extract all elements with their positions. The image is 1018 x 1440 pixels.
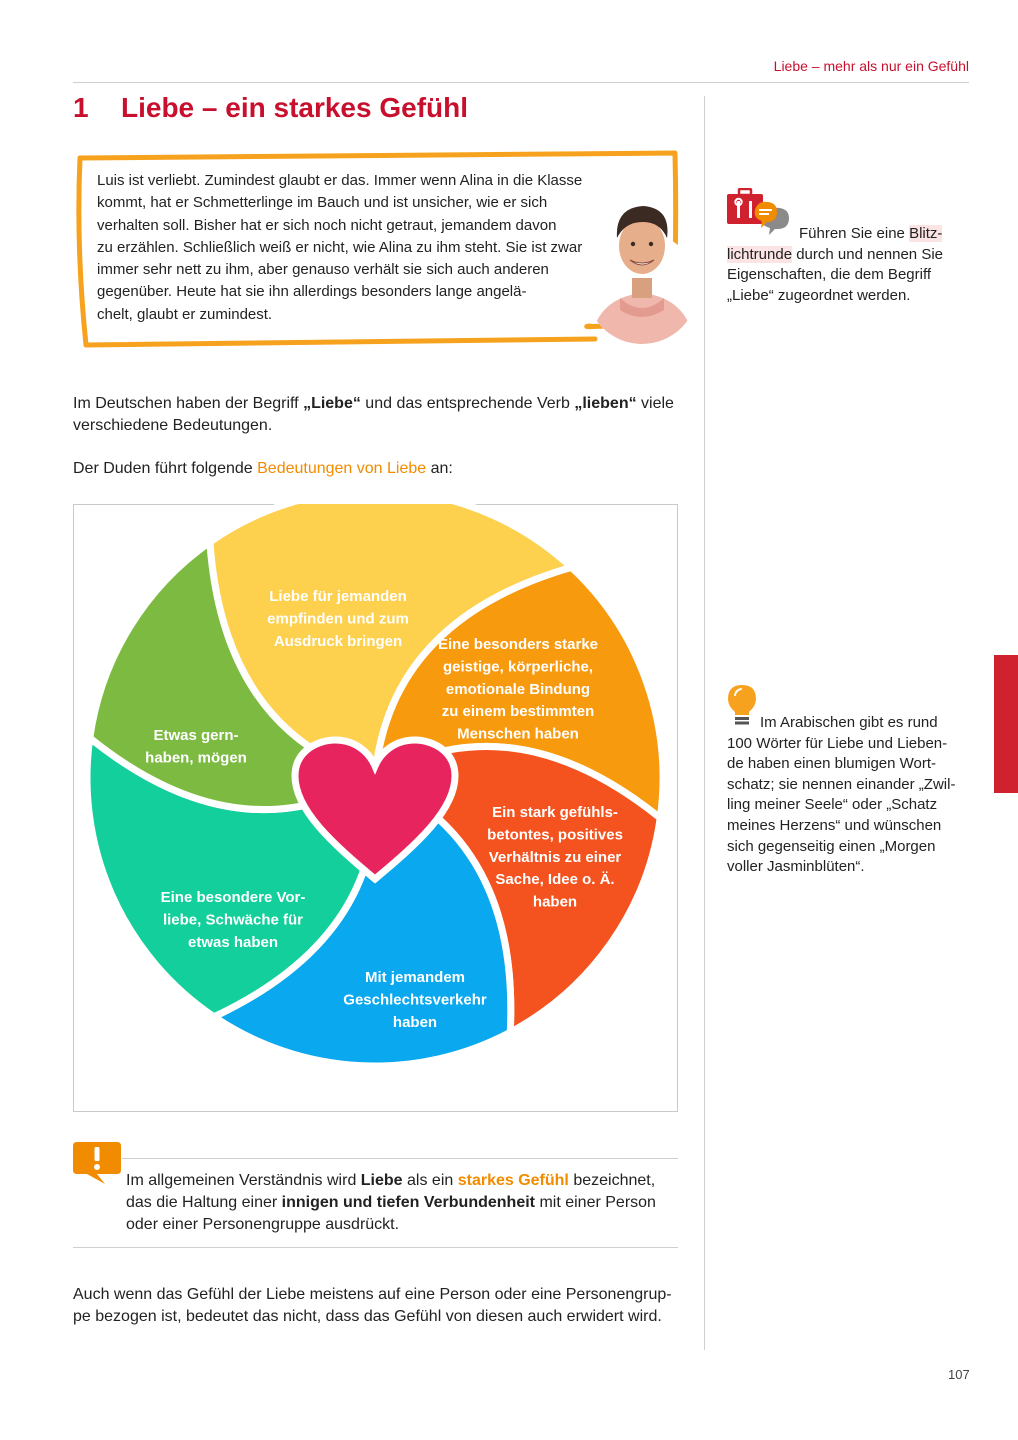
sidebar-task <box>727 224 977 306</box>
info-bold: Liebe <box>360 1172 403 1189</box>
segment-label-line: zu einem bestimmten <box>441 703 595 721</box>
story-text <box>97 170 597 326</box>
segment-label-line: haben <box>392 1013 438 1031</box>
duden-highlight: Bedeutungen von Liebe <box>257 460 427 477</box>
chapter-title <box>73 92 468 124</box>
header-rule <box>73 82 969 83</box>
segment-label-line: empfinden und zum <box>267 610 409 628</box>
segment-label-line: Ausdruck bringen <box>273 632 403 650</box>
info-highlight: starkes Gefühl <box>457 1172 569 1189</box>
segment-label-line: emotionale Bindung <box>445 680 591 698</box>
fact-line: meines Herzens“ und wünschen <box>727 816 942 834</box>
info-text-part: oder einer Personengruppe ausdrückt. <box>126 1216 400 1233</box>
info-text <box>126 1170 686 1236</box>
story-line: verhalten soll. Bisher hat er sich noch nicht getraut, jemandem davon <box>97 216 557 234</box>
fact-line: Im Arabischen gibt es rund <box>760 714 938 731</box>
exclamation-speech-icon <box>73 1140 123 1186</box>
segment-label-line: Mit jemandem <box>364 969 466 986</box>
segment-label-line: Sache, Idee o. Ä. <box>495 871 615 889</box>
segment-label-line: etwas haben <box>187 933 279 951</box>
info-text-part: bezeichnet, <box>568 1172 656 1189</box>
column-divider <box>704 96 705 1350</box>
intro-text: und das entsprechende Verb <box>360 395 575 412</box>
intro-text: verschiedene Bedeutungen. <box>73 417 273 434</box>
duden-text: an: <box>426 460 453 477</box>
segment-label-line: Liebe für jemanden <box>269 588 407 605</box>
chapter-number: 1 <box>73 92 89 123</box>
term-lieben: „lieben“ <box>574 395 637 412</box>
info-text-part: das die Haltung einer <box>126 1194 282 1211</box>
segment-label-line: haben, mögen <box>145 749 247 767</box>
segment-label-line: Geschlechtsverkehr <box>343 991 487 1009</box>
segment-label-line: Etwas gern- <box>153 727 239 744</box>
fact-line: ling meiner Seele“ oder „Schatz <box>727 796 938 814</box>
story-line: immer sehr nett zu ihm, aber genauso verhält sie sich auch anderen <box>97 261 549 279</box>
task-highlight: lichtrunde <box>727 245 793 263</box>
story-line: Luis ist verliebt. Zumindest glaubt er das. Immer wenn Alina in die Klasse <box>97 172 583 189</box>
closing-line: Auch wenn das Gefühl der Liebe meistens auf eine Person oder eine Personengrup- <box>73 1286 672 1303</box>
page-number: 107 <box>948 1367 970 1382</box>
segment-label-line: liebe, Schwäche für <box>162 911 304 929</box>
task-text: „Liebe“ zugeordnet werden. <box>727 286 911 304</box>
story-line: gegenüber. Heute hat sie ihn allerdings besonders lange angelä- <box>97 283 527 301</box>
segment-label-line: haben <box>532 893 578 911</box>
segment-label-line: geistige, körperliche, <box>442 658 594 676</box>
fact-line: de haben einen blumigen Wort- <box>727 755 937 773</box>
closing-line: pe bezogen ist, bedeutet das nicht, dass das Gefühl von diesen auch erwidert wird. <box>73 1308 662 1325</box>
boy-portrait <box>585 198 700 346</box>
segment-label-line: betontes, positives <box>487 826 623 844</box>
segment-label-line: Eine besondere Vor- <box>160 889 306 906</box>
intro-text: Im Deutschen haben der Begriff <box>73 395 304 412</box>
segment-label-line: Verhältnis zu einer <box>488 848 622 866</box>
fact-line: voller Jasminblüten“. <box>727 858 865 876</box>
story-line: zu erzählen. Schließlich weiß er nicht, wie Alina zu ihm steht. Sie ist zwar <box>97 238 583 256</box>
info-rule-top <box>122 1158 678 1159</box>
segment-strong-bond-label <box>438 636 598 743</box>
task-text: Führen Sie eine <box>799 225 910 242</box>
intro-paragraph <box>73 393 693 437</box>
running-head: Liebe – mehr als nur ein Gefühl <box>773 58 969 74</box>
story-line: kommt, hat er Schmetterlinge im Bauch und ist unsicher, wie er sich <box>97 194 548 212</box>
chapter-tab-marker <box>994 655 1018 793</box>
fact-line: 100 Wörter für Liebe und Lieben- <box>727 734 948 752</box>
meanings-diagram <box>73 504 678 1112</box>
intro-text: viele <box>636 395 674 412</box>
segment-feel-love-label <box>267 588 409 650</box>
info-rule-bottom <box>73 1247 678 1248</box>
duden-text: Der Duden führt folgende <box>73 460 258 477</box>
term-liebe: „Liebe“ <box>303 395 361 412</box>
info-text-part: als ein <box>402 1172 458 1189</box>
duden-lead <box>73 458 453 480</box>
info-text-part: mit einer Person <box>535 1194 656 1211</box>
closing-paragraph <box>73 1284 698 1328</box>
info-bold: innigen und tiefen Verbundenheit <box>281 1194 535 1211</box>
sidebar-fact <box>727 713 987 878</box>
segment-label-line: Menschen haben <box>457 725 579 743</box>
segment-label-line: Eine besonders starke <box>437 636 599 653</box>
info-text-part: Im allgemeinen Verständnis wird <box>126 1172 361 1189</box>
task-text: durch und nennen Sie <box>792 245 943 263</box>
task-text: Eigenschaften, die dem Begriff <box>727 266 932 284</box>
fact-line: schatz; sie nennen einander „Zwil- <box>727 775 956 793</box>
segment-label-line: Ein stark gefühls- <box>492 804 618 821</box>
story-line: chelt, glaubt er zumindest. <box>97 305 273 323</box>
chapter-title-text: Liebe – ein starkes Gefühl <box>121 92 469 123</box>
task-highlight: Blitz- <box>909 225 943 242</box>
fact-line: sich gegenseitig einen „Morgen <box>727 837 936 855</box>
